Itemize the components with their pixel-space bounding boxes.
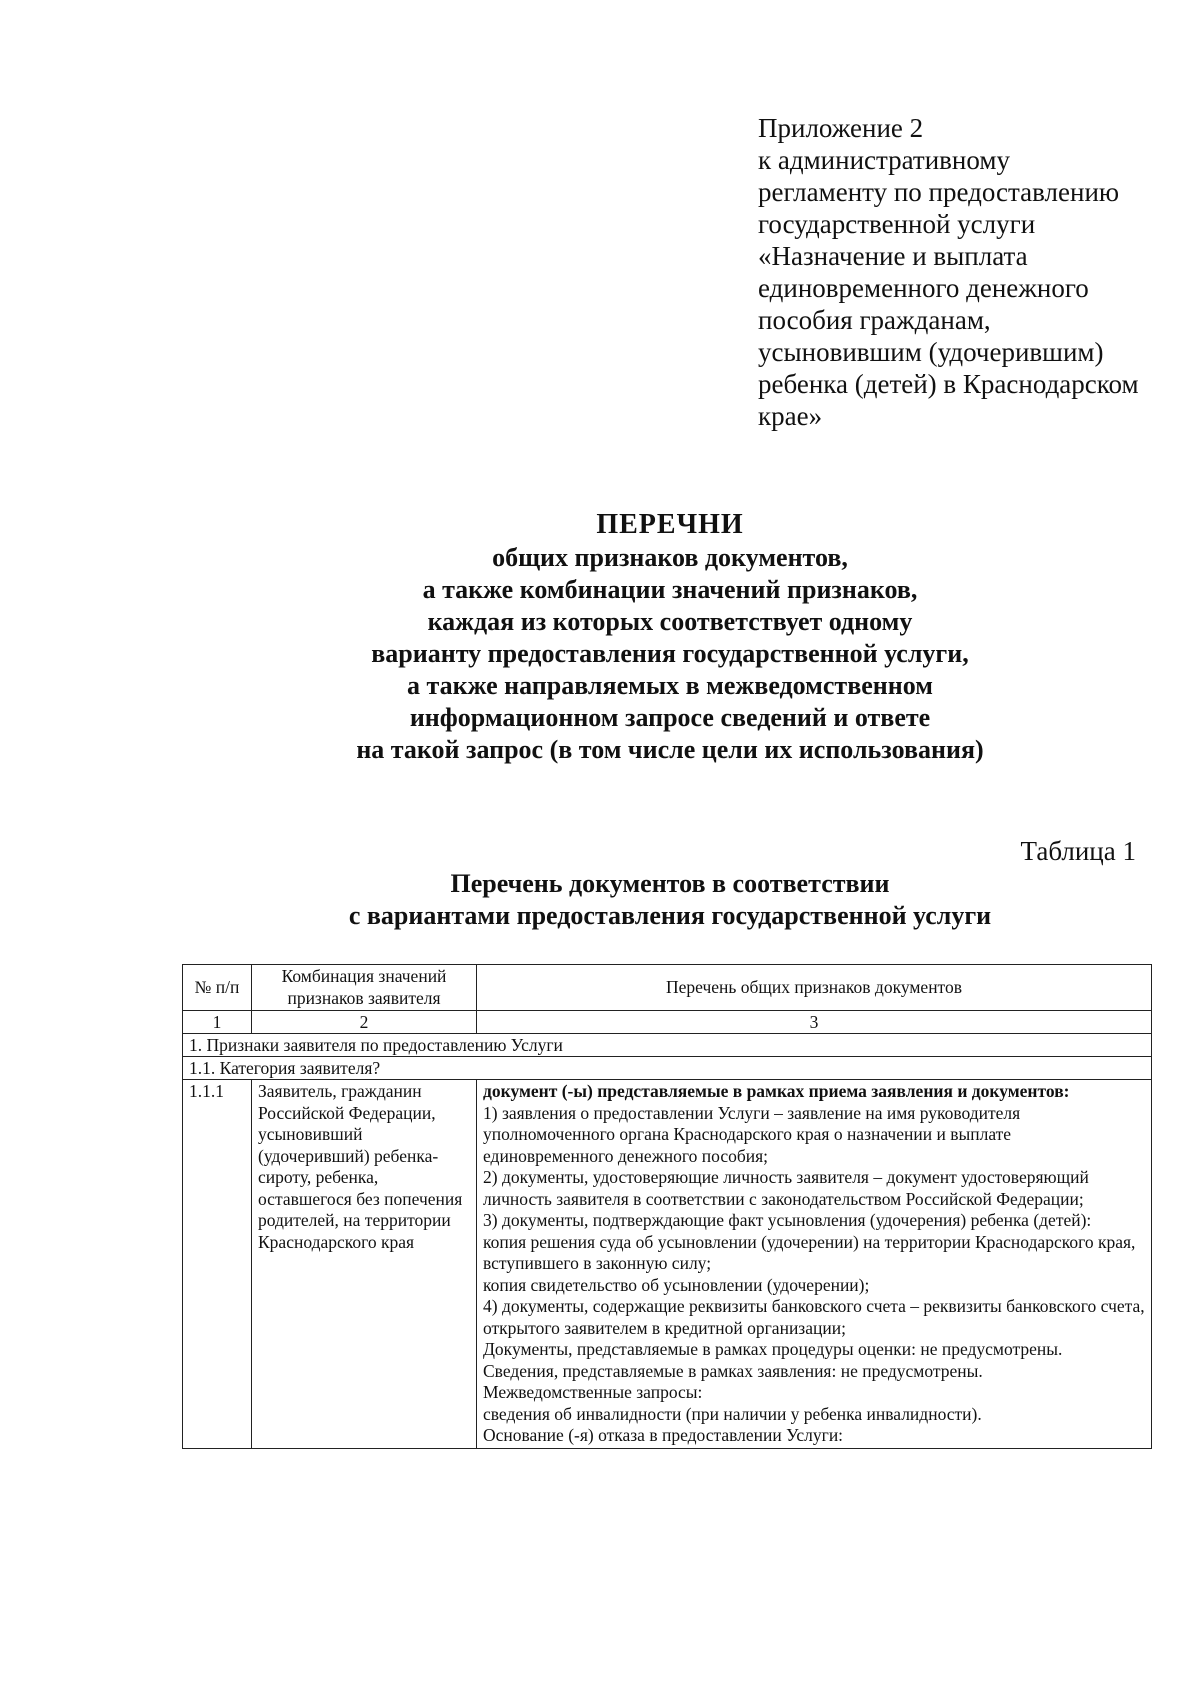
appendix-line: «Назначение и выплата: [758, 241, 1028, 271]
appendix-line: Приложение 2: [758, 113, 924, 143]
table-title-line: с вариантами предоставления государственной услуги: [348, 901, 992, 930]
document-item: копия решения суда об усыновлении (удочерении) на территории Краснодарского края, вступившего в законную силу;: [483, 1231, 1136, 1273]
column-number: 2: [252, 1011, 477, 1034]
document-item: Межведомственные запросы:: [483, 1382, 703, 1402]
section-title: 1. Признаки заявителя по предоставлению Услуги: [183, 1034, 1152, 1057]
table-header-row: [183, 965, 1152, 1011]
document-item: сведения об инвалидности (при наличии у ребенка инвалидности).: [483, 1403, 982, 1424]
document-item: Документы, представляемые в рамках процедуры оценки: не предусмотрены.: [483, 1339, 1063, 1359]
document-item: 1) заявления о предоставлении Услуги – заявление на имя руководителя уполномоченного органа Краснодарского края о назначении и выплате единовременного денежного пособия;: [483, 1102, 1021, 1166]
appendix-line: регламенту по предоставлению: [758, 177, 1120, 207]
documents-table: [182, 964, 1152, 1449]
subsection-title: 1.1. Категория заявителя?: [183, 1057, 1152, 1080]
table-row: [183, 1080, 1152, 1449]
document-item: Основание (-я) отказа в предоставлении Услуги:: [483, 1425, 844, 1445]
document-item: 3) документы, подтверждающие факт усыновления (удочерения) ребенка (детей):: [483, 1210, 1092, 1230]
row-number: 1.1.1: [183, 1080, 252, 1449]
document-item: Сведения, представляемые в рамках заявления: не предусмотрены.: [483, 1360, 983, 1381]
section-row: [183, 1034, 1152, 1057]
table-label: Таблица 1: [1020, 836, 1136, 866]
column-number: 1: [183, 1011, 252, 1034]
appendix-line: к административному: [758, 145, 1010, 175]
appendix-line: крае»: [758, 401, 823, 431]
appendix-line: ребенка (детей) в Краснодарском: [758, 369, 1139, 399]
column-number: 3: [477, 1011, 1152, 1034]
column-number-row: [183, 1011, 1152, 1034]
appendix-line: единовременного денежного: [758, 273, 1089, 303]
table-title-line: Перечень документов в соответствии: [450, 869, 890, 898]
title-line: общих признаков документов,: [492, 543, 848, 572]
header-combination: Комбинация значений признаков заявителя: [252, 965, 477, 1011]
document-item: 4) документы, содержащие реквизиты банковского счета – реквизиты банковского счета, открытого заявителем в кредитной организации;: [483, 1296, 1145, 1338]
appendix-line: государственной услуги: [758, 209, 1036, 239]
title-line: варианту предоставления государственной услуги,: [371, 639, 969, 668]
appendix-header: [758, 112, 1178, 432]
title-line: а также направляемых в межведомственном: [407, 671, 933, 700]
row-documents: [477, 1080, 1152, 1449]
document-item: 2) документы, удостоверяющие личность заявителя – документ удостоверяющий личность заявителя в соответствии с законодательством Российской Федерации;: [483, 1167, 1089, 1209]
title-line: каждая из которых соответствует одному: [427, 607, 913, 636]
appendix-line: усыновившим (удочерившим): [758, 337, 1104, 367]
row-combination: Заявитель, гражданин Российской Федерации, усыновивший (удочеривший) ребенка-сироту, ребенка, оставшегося без попечения родителей, на территории Краснодарского края: [252, 1080, 477, 1449]
subsection-row: [183, 1057, 1152, 1080]
title-heading: ПЕРЕЧНИ: [596, 509, 744, 540]
document-item: копия свидетельство об усыновлении (удочерении);: [483, 1274, 870, 1295]
title-line: а также комбинации значений признаков,: [422, 575, 918, 604]
header-documents: Перечень общих признаков документов: [477, 965, 1152, 1011]
header-number: № п/п: [183, 965, 252, 1011]
title-line: на такой запрос (в том числе цели их использования): [356, 735, 984, 764]
documents-intro: документ (-ы) представляемые в рамках приема заявления и документов:: [483, 1081, 1070, 1101]
document-title: [0, 508, 1200, 766]
table-title: [0, 868, 1200, 932]
appendix-line: пособия гражданам,: [758, 305, 991, 335]
title-line: информационном запросе сведений и ответе: [409, 703, 931, 732]
